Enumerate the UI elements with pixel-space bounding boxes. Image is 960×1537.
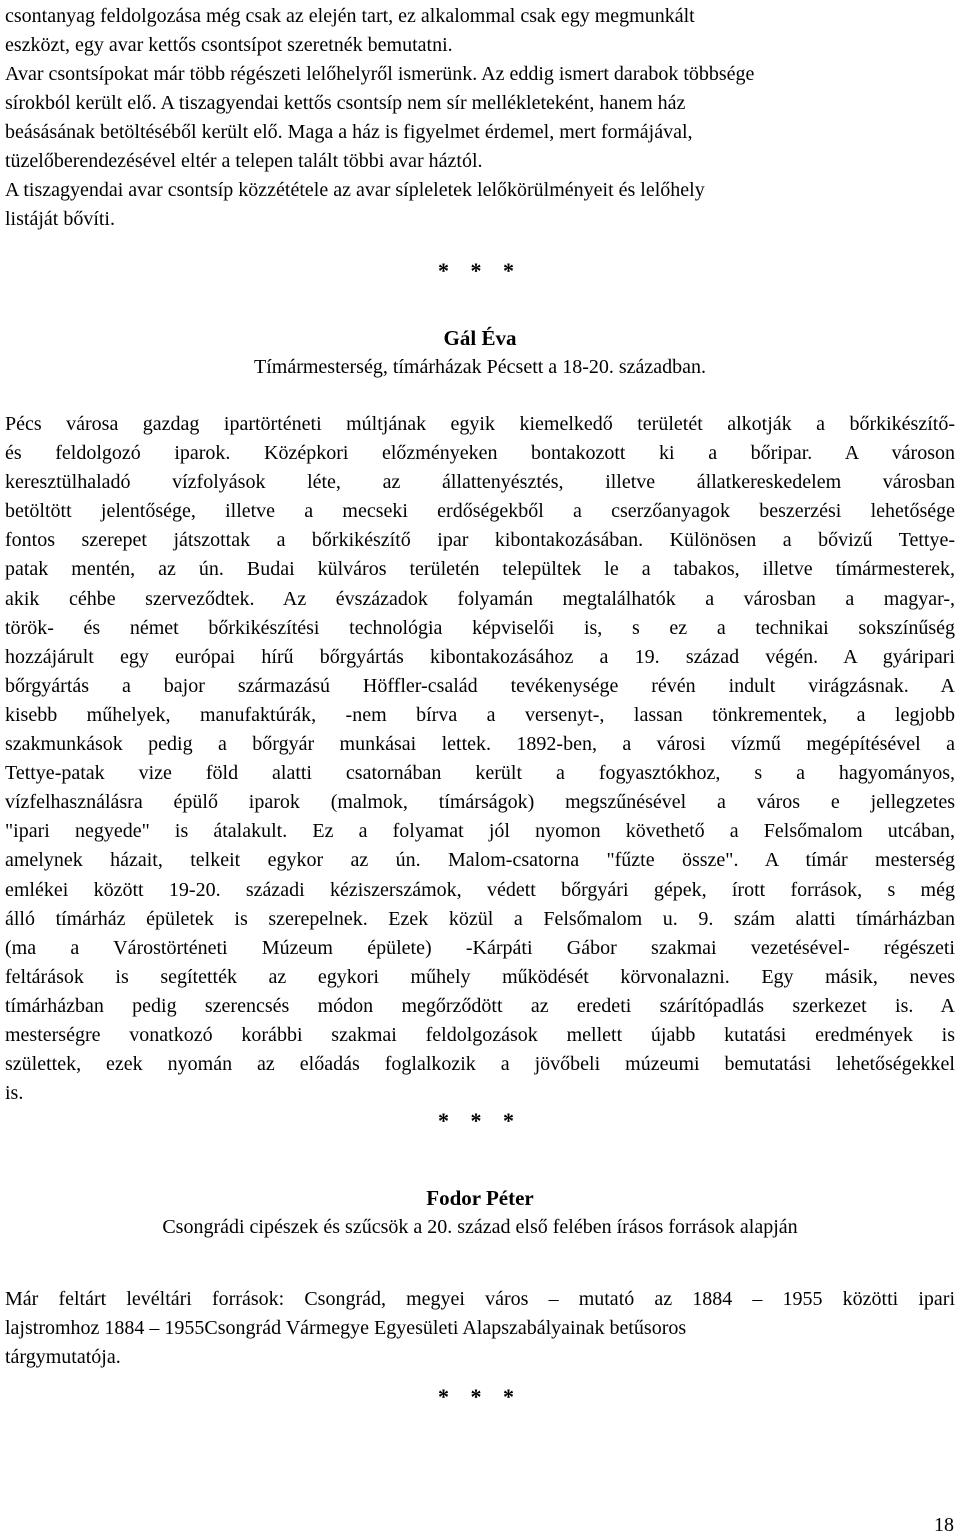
body-line: török- és német bőrkikészítési technológia képviselői is, s ez a technikai sokszínűség (5, 616, 955, 639)
body-line: Tettye-patak vize föld alatti csatornában került a fogyasztókhoz, s a hagyományos, (5, 762, 955, 785)
body-line: Már feltárt levéltári források: Csongrád, megyei város – mutató az 1884 – 1955 közötti ipari (5, 1288, 955, 1310)
body-line: betöltött jelentősége, illetve a mecseki erdőségekből a cserzőanyagok beszerzési lehetősége (5, 500, 955, 523)
article-title: Tímármesterség, tímárházak Pécsett a 18-20. században. (253, 356, 707, 378)
body-line: keresztülhaladó vízfolyások léte, az állattenyésztés, illetve állatkereskedelem városban (5, 471, 955, 494)
body-line: Pécs városa gazdag ipartörténeti múltjának egyik kiemelkedő területét alkotják a bőrkikészítő- (5, 413, 955, 435)
body-line: születtek, ezek nyomán az előadás foglalkozik a jövőbeli múzeumi bemutatási lehetőségekkel (5, 1053, 955, 1076)
body-line: tárgymutatója. (5, 1346, 121, 1369)
body-line: tímárházban pedig szerencsés módon megőrződött az eredeti szárítópadlás szerkezet is. A (5, 994, 955, 1017)
body-line: bőrgyártás a bajor származású Höffler-család tevékenysége révén indult virágzásnak. A (5, 674, 955, 697)
intro-line: A tiszagyendai avar csontsíp közzététele az avar sípleletek lelőkörülményeit és lelőhely (5, 179, 705, 201)
body-line: álló tímárház épületek is szerepelnek. Ezek közül a Felsőmalom u. 9. szám alatti tímárházban (5, 907, 955, 930)
article-body (5, 1285, 955, 1372)
body-line: kisebb műhelyek, manufaktúrák, -nem bírva a versenyt-, lassan tönkrementek, a legjobb (5, 703, 955, 726)
intro-line: csontanyag feldolgozása még csak az elején tart, ez alkalommal csak egy megmunkált (5, 5, 695, 27)
intro-line: tüzelőberendezésével eltér a telepen talált többi avar háztól. (5, 150, 483, 172)
body-line: "ipari negyede" is átalakult. Ez a folyamat jól nyomon követhető a Felsőmalom utcában, (5, 820, 955, 843)
body-line: patak mentén, az ún. Budai külváros területén települtek le a tabakos, illetve tímármesterek, (5, 558, 955, 581)
section-separator: * * * (438, 1384, 522, 1409)
body-line: emlékei között 19-20. századi kéziszerszámok, védett bőrgyári gépek, írott források, s még (5, 878, 955, 901)
body-line: és feldolgozó iparok. Középkori előzményeken bontakozott ki a bőripar. A városon (5, 442, 955, 465)
article-title: Csongrádi cipészek és szűcsök a 20. század első felében írásos források alapján (162, 1216, 798, 1238)
article-author: Gál Éva (443, 326, 517, 350)
page-number: 18 (934, 1514, 954, 1536)
body-line: amelynek házait, telkeit egykor az ún. Malom-csatorna "fűzte össze". A tímár mesterség (5, 849, 955, 872)
body-line: feltárások is segítették az egykori műhely működését körvonalazni. Egy másik, neves (5, 965, 955, 988)
article-author: Fodor Péter (426, 1186, 534, 1210)
body-line: is. (5, 1082, 24, 1105)
section-separator: * * * (438, 1108, 522, 1133)
intro-line: sírokból került elő. A tiszagyendai kettős csontsíp nem sír mellékleteként, hanem ház (5, 92, 686, 114)
article-body (5, 410, 955, 1108)
body-line: szakmunkások pedig a bőrgyár munkásai lettek. 1892-ben, a városi vízmű megépítésével a (5, 733, 955, 756)
section-separator: * * * (438, 258, 522, 283)
intro-line: beásásának betöltéséből került elő. Maga a ház is figyelmet érdemel, mert formájával, (5, 121, 693, 143)
intro-paragraph (5, 2, 955, 234)
intro-line: eszközt, egy avar kettős csontsípot szeretnék bemutatni. (5, 34, 453, 56)
body-line: mesterségre vonatkozó korábbi szakmai feldolgozások mellett újabb kutatási eredmények is (5, 1023, 955, 1046)
body-line: (ma a Várostörténeti Múzeum épülete) -Kárpáti Gábor szakmai vezetésével- régészeti (5, 936, 955, 959)
body-line: vízfelhasználásra épülő iparok (malmok, tímárságok) megszűnésével a város e jellegzetes (5, 791, 955, 814)
body-line: lajstromhoz 1884 – 1955Csongrád Vármegye Egyesületi Alapszabályainak betűsoros (5, 1317, 687, 1340)
intro-line: Avar csontsípokat már több régészeti lelőhelyről ismerünk. Az eddig ismert darabok többsége (5, 63, 755, 85)
intro-line: listáját bővíti. (5, 208, 115, 230)
body-line: fontos szerepet játszottak a bőrkikészítő ipar kibontakozásában. Különösen a bővizű Tettye- (5, 529, 955, 552)
body-line: akik céhbe szerveződtek. Az évszázadok folyamán megtalálhatók a városban a magyar-, (5, 587, 955, 610)
body-line: hozzájárult egy európai hírű bőrgyártás kibontakozásához a 19. század végén. A gyáripari (5, 645, 955, 668)
